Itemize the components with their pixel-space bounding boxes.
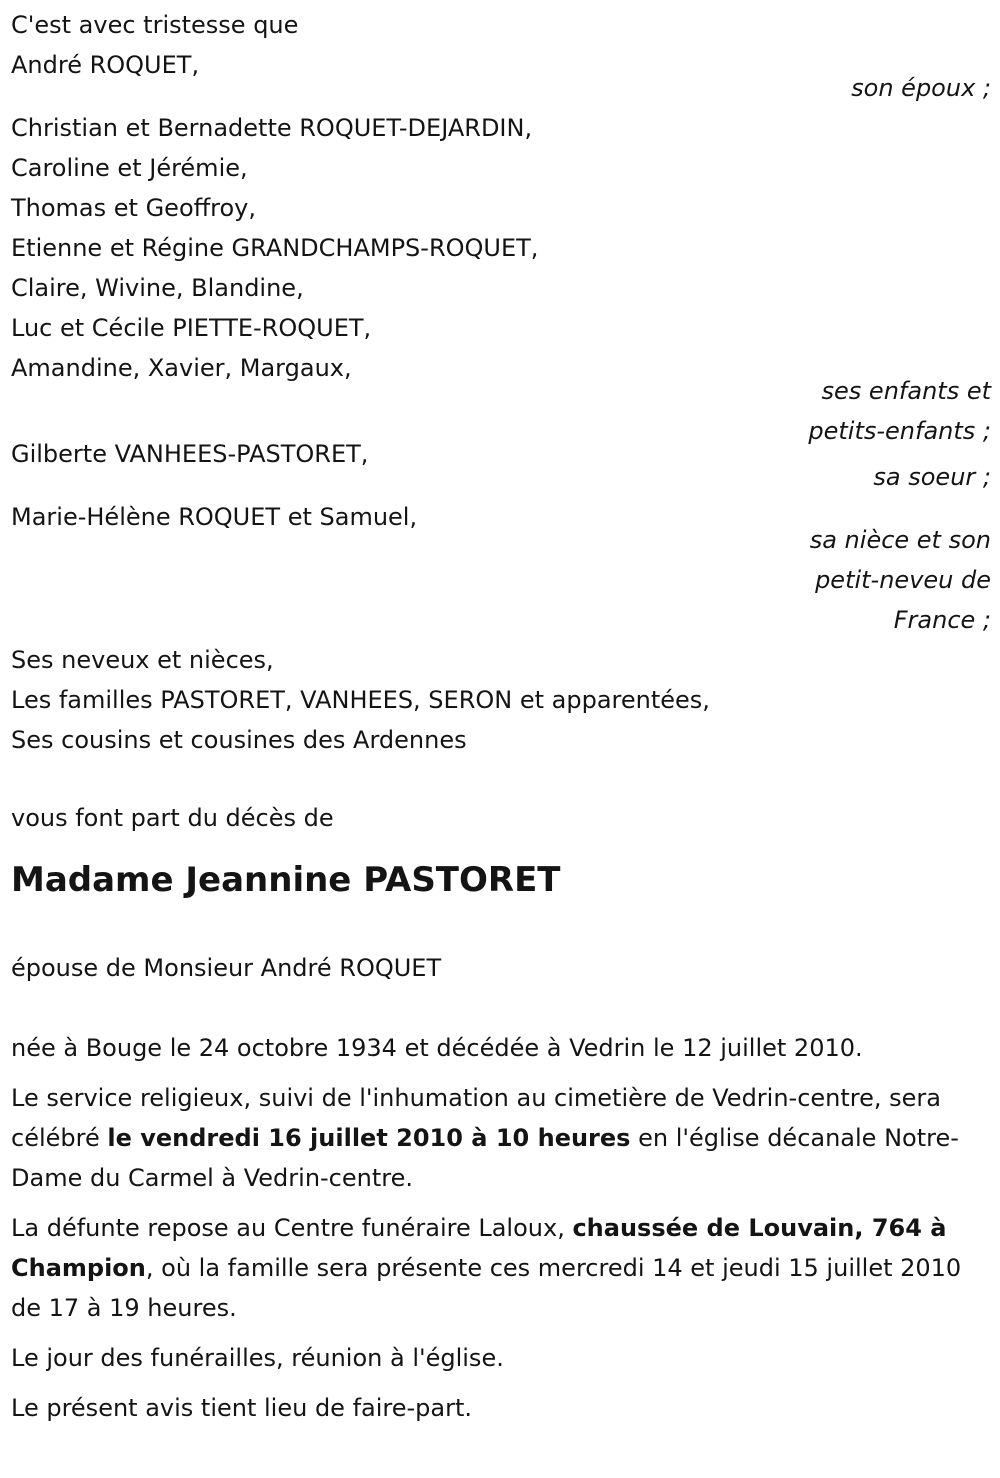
family-member: Claire, Wivine, Blandine, <box>11 274 304 302</box>
other-relatives: Les familles PASTORET, VANHEES, SERON et apparentées, <box>11 686 710 714</box>
announcement: vous font part du décès de <box>11 804 334 832</box>
niece-name: Marie-Hélène ROQUET et Samuel, <box>11 503 418 531</box>
deceased-name: Madame Jeannine PASTORET <box>11 860 561 900</box>
repose-address: chaussée de Louvain, 764 à Champion <box>11 1214 947 1282</box>
funeral-day: Le jour des funérailles, réunion à l'église. <box>11 1344 504 1372</box>
family-member: Luc et Cécile PIETTE-ROQUET, <box>11 314 372 342</box>
niece-role: petit-neveu de <box>815 566 991 594</box>
service-paragraph: Le service religieux, suivi de l'inhumation au cimetière de Vedrin-centre, sera célébré le vendredi 16 juillet 2010 à 10 heures en l'église décanale Notre-Dame du Carmel à Vedrin-centre. <box>11 1084 959 1192</box>
service-date: le vendredi 16 juillet 2010 à 10 heures <box>107 1124 631 1152</box>
obituary-document <box>11 5 991 1428</box>
niece-role: sa nièce et son <box>809 526 991 554</box>
niece-role: France ; <box>893 606 991 634</box>
children-role: petits-enfants ; <box>808 417 991 445</box>
family-member: Christian et Bernadette ROQUET-DEJARDIN, <box>11 114 533 142</box>
family-member: Amandine, Xavier, Margaux, <box>11 354 352 382</box>
family-member: Thomas et Geoffroy, <box>11 194 257 222</box>
other-relatives: Ses neveux et nièces, <box>11 646 274 674</box>
intro-line: C'est avec tristesse que <box>11 11 299 39</box>
birth-death: née à Bouge le 24 octobre 1934 et décédée à Vedrin le 12 juillet 2010. <box>11 1034 863 1062</box>
notice: Le présent avis tient lieu de faire-part. <box>11 1394 473 1422</box>
family-member: Etienne et Régine GRANDCHAMPS-ROQUET, <box>11 234 539 262</box>
other-relatives: Ses cousins et cousines des Ardennes <box>11 726 467 754</box>
husband-role: son époux ; <box>851 74 991 102</box>
children-role: ses enfants et <box>821 377 991 405</box>
family-member: Caroline et Jérémie, <box>11 154 248 182</box>
sister-role: sa soeur ; <box>873 463 991 491</box>
spouse-line: épouse de Monsieur André ROQUET <box>11 954 442 982</box>
repose-paragraph: La défunte repose au Centre funéraire Laloux, chaussée de Louvain, 764 à Champion, où la famille sera présente ces mercredi 14 et jeudi 15 juillet 2010 de 17 à 19 heures. <box>11 1214 962 1322</box>
sister-name: Gilberte VANHEES-PASTORET, <box>11 440 369 468</box>
husband-name: André ROQUET, <box>11 51 200 79</box>
